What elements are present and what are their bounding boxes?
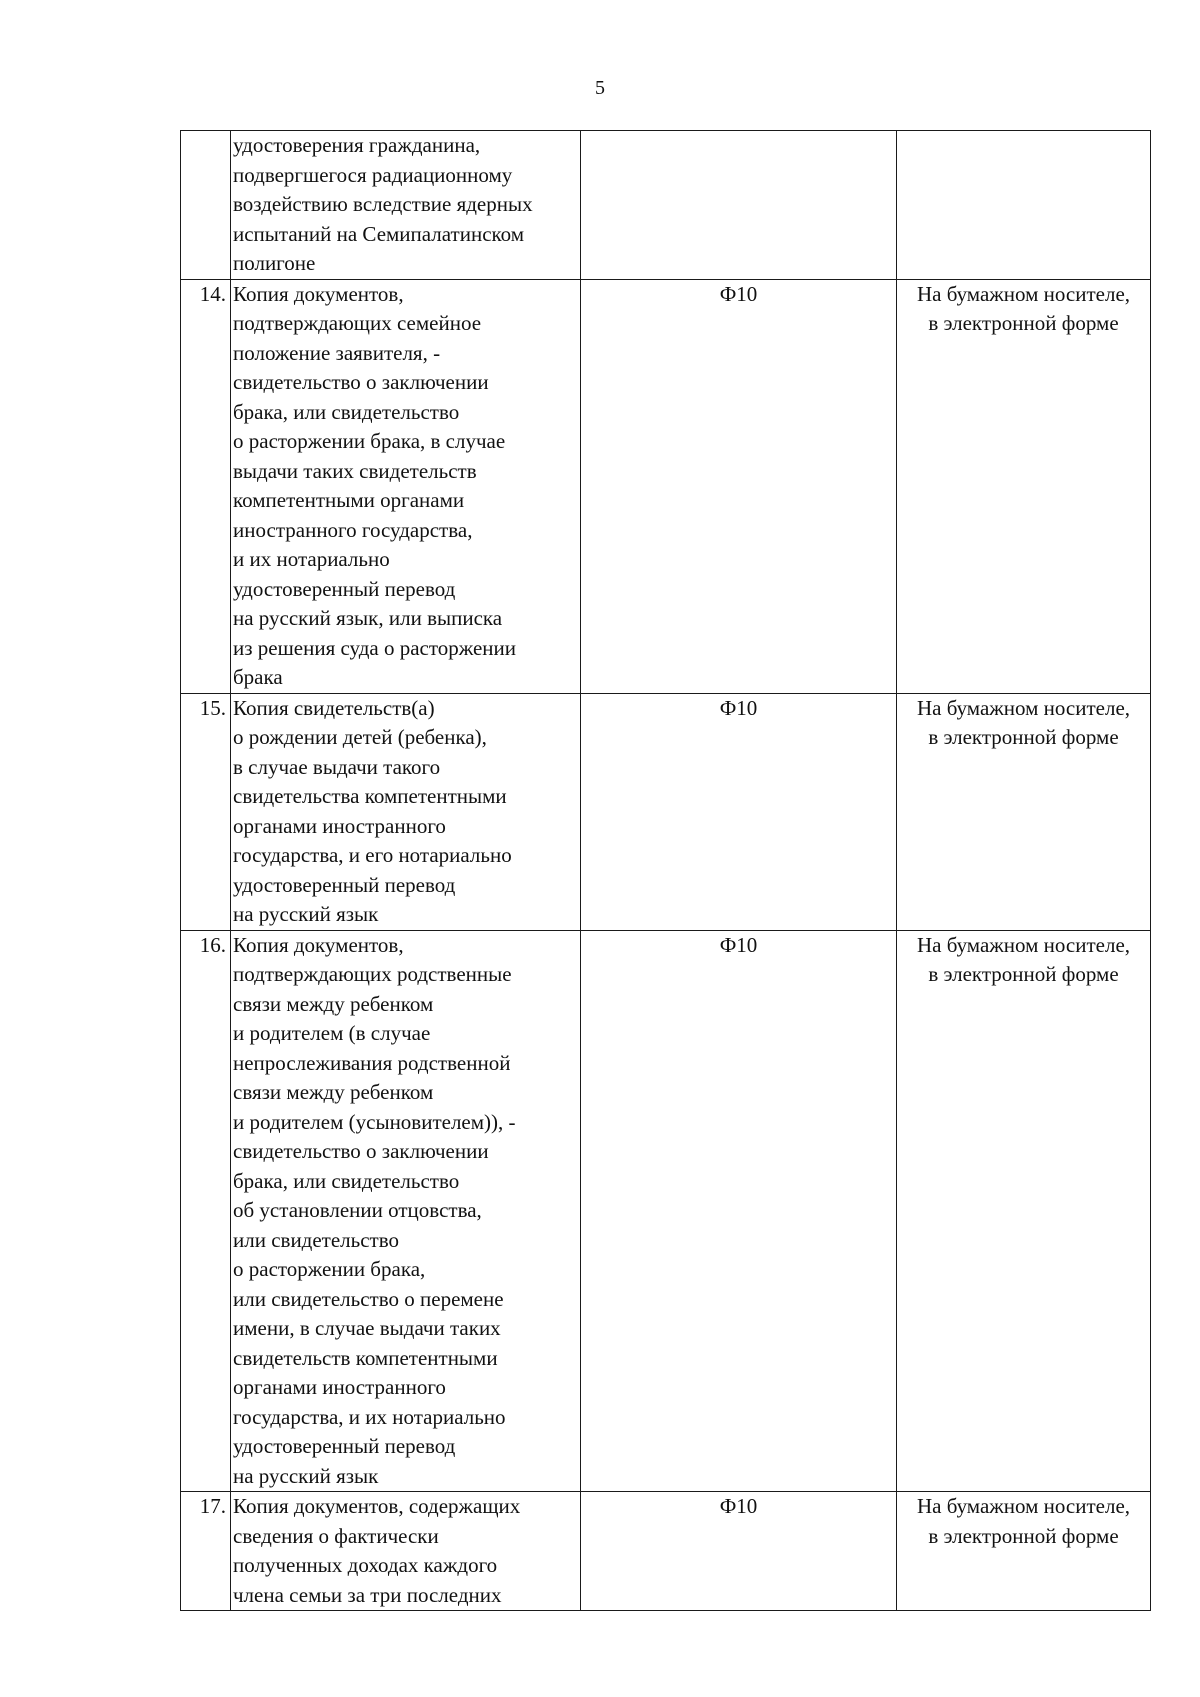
table-row — [181, 693, 1151, 930]
documents-table — [180, 130, 1151, 1611]
document-name: Копия свидетельств(а) о рождении детей (ребенка), в случае выдачи такого свидетельства компетентными органами иностранного государства, и его нотариально удостоверенный перевод на русский язык — [231, 693, 581, 930]
document-form — [581, 131, 897, 280]
table-row — [181, 131, 1151, 280]
document-type: На бумажном носителе, в электронной форме — [897, 693, 1151, 930]
document-type — [897, 131, 1151, 280]
page-number: 5 — [595, 77, 605, 99]
table-row — [181, 1492, 1151, 1611]
document-form: Ф10 — [581, 930, 897, 1492]
document-name: удостоверения гражданина, подвергшегося радиационному воздействию вследствие ядерных испытаний на Семипалатинском полигоне — [231, 131, 581, 280]
table-row — [181, 930, 1151, 1492]
document-form: Ф10 — [581, 1492, 897, 1611]
document-name: Копия документов, подтверждающих семейное положение заявителя, - свидетельство о заключении брака, или свидетельство о расторжении брака, в случае выдачи таких свидетельств компетентными органами иностранного государства, и их нотариально удостоверенный перевод на русский язык, или выписка из решения суда о расторжении брака — [231, 279, 581, 693]
row-number: 14. — [181, 279, 231, 693]
row-number: 17. — [181, 1492, 231, 1611]
document-form: Ф10 — [581, 693, 897, 930]
document-type: На бумажном носителе, в электронной форме — [897, 1492, 1151, 1611]
document-type: На бумажном носителе, в электронной форме — [897, 930, 1151, 1492]
document-name: Копия документов, содержащих сведения о фактически полученных доходах каждого члена семьи за три последних — [231, 1492, 581, 1611]
document-form: Ф10 — [581, 279, 897, 693]
document-type: На бумажном носителе, в электронной форме — [897, 279, 1151, 693]
row-number: 16. — [181, 930, 231, 1492]
row-number: 15. — [181, 693, 231, 930]
row-number — [181, 131, 231, 280]
table-row — [181, 279, 1151, 693]
document-name: Копия документов, подтверждающих родственные связи между ребенком и родителем (в случае непрослеживания родственной связи между ребенком и родителем (усыновителем)), - свидетельство о заключении брака, или свидетельство об установлении отцовства, или свидетельство о расторжении брака, или свидетельство о перемене имени, в случае выдачи таких свидетельств компетентными органами иностранного государства, и их нотариально удостоверенный перевод на русский язык — [231, 930, 581, 1492]
